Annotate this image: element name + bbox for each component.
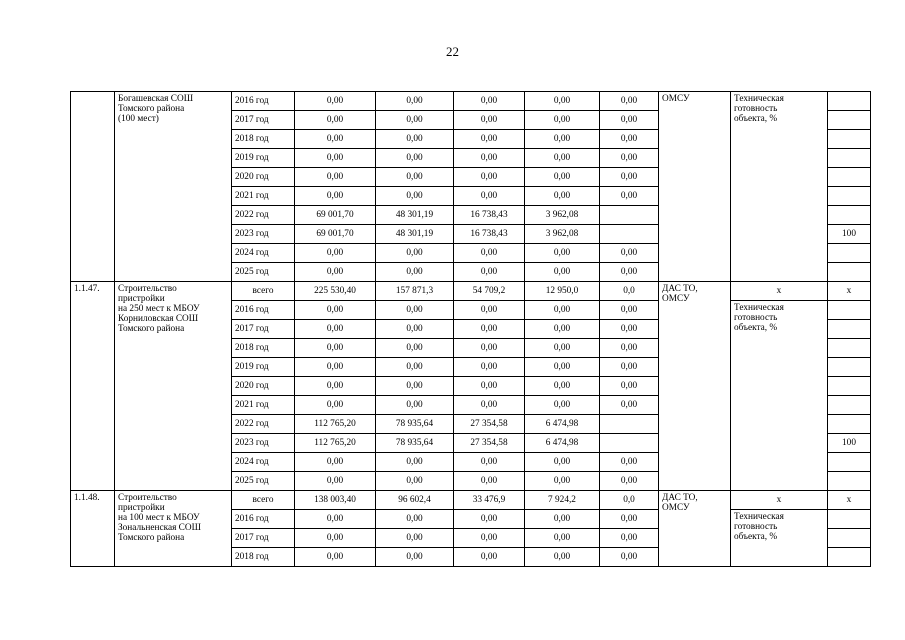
funding-value: 0,00 <box>600 130 659 149</box>
period-label: 2019 год <box>232 149 295 168</box>
funding-value: 0,00 <box>376 548 454 567</box>
funding-value: 0,00 <box>525 168 600 187</box>
funding-value: 6 474,98 <box>525 415 600 434</box>
funding-value: 112 765,20 <box>295 434 376 453</box>
indicator-value <box>828 187 871 206</box>
funding-value: 0,00 <box>376 339 454 358</box>
funding-value: 0,00 <box>600 187 659 206</box>
funding-value: 0,00 <box>376 168 454 187</box>
indicator-name: Техническая готовность объекта, % <box>731 301 828 491</box>
funding-value: 0,00 <box>376 453 454 472</box>
period-label: 2018 год <box>232 339 295 358</box>
object-name: Строительство пристройки на 100 мест к МБОУ Зональненская СОШ Томского района <box>115 491 232 567</box>
funding-value: 0,00 <box>454 92 525 111</box>
funding-value: 0,00 <box>600 149 659 168</box>
period-label: 2025 год <box>232 263 295 282</box>
funding-value: 0,00 <box>295 320 376 339</box>
funding-value: 69 001,70 <box>295 225 376 244</box>
funding-value: 0,00 <box>376 244 454 263</box>
funding-value: 0,00 <box>376 529 454 548</box>
funding-value: 0,00 <box>295 244 376 263</box>
indicator-name: Техническая готовность объекта, % <box>731 510 828 567</box>
funding-value: 0,00 <box>600 168 659 187</box>
funding-value: 0,00 <box>525 187 600 206</box>
period-label: 2024 год <box>232 453 295 472</box>
funding-value: 78 935,64 <box>376 434 454 453</box>
funding-value: 0,00 <box>376 92 454 111</box>
funding-value: 27 354,58 <box>454 415 525 434</box>
funding-value: 0,00 <box>600 453 659 472</box>
funding-value: 27 354,58 <box>454 434 525 453</box>
funding-value: 0,00 <box>295 377 376 396</box>
item-number: 1.1.48. <box>71 491 115 567</box>
period-label: 2025 год <box>232 472 295 491</box>
funding-value: 0,00 <box>600 548 659 567</box>
funding-value: 0,00 <box>295 548 376 567</box>
funding-value: 0,00 <box>376 472 454 491</box>
funding-value: 0,00 <box>454 111 525 130</box>
indicator-value: х <box>828 282 871 301</box>
funding-value: 6 474,98 <box>525 434 600 453</box>
indicator-value <box>828 453 871 472</box>
funding-value: 0,00 <box>295 453 376 472</box>
indicator-value <box>828 130 871 149</box>
funding-value: 0,00 <box>525 263 600 282</box>
funding-value: 33 476,9 <box>454 491 525 510</box>
executor: ОМСУ <box>659 92 731 282</box>
period-label: 2024 год <box>232 244 295 263</box>
funding-value: 0,00 <box>454 358 525 377</box>
funding-value: 0,00 <box>376 377 454 396</box>
indicator-placeholder: х <box>731 282 828 301</box>
funding-value: 0,00 <box>600 92 659 111</box>
funding-value: 0,00 <box>600 339 659 358</box>
funding-value <box>600 206 659 225</box>
funding-value: 0,00 <box>376 510 454 529</box>
funding-value: 0,00 <box>454 187 525 206</box>
funding-value: 0,00 <box>376 187 454 206</box>
funding-value: 0,00 <box>376 396 454 415</box>
funding-value: 0,00 <box>454 339 525 358</box>
period-label: 2016 год <box>232 510 295 529</box>
page-number: 22 <box>446 44 459 59</box>
funding-value: 0,00 <box>295 111 376 130</box>
period-label: 2022 год <box>232 415 295 434</box>
period-label: 2021 год <box>232 187 295 206</box>
funding-value: 0,00 <box>454 396 525 415</box>
period-label: 2016 год <box>232 92 295 111</box>
funding-value: 0,00 <box>454 130 525 149</box>
funding-value: 48 301,19 <box>376 225 454 244</box>
funding-value: 0,00 <box>525 111 600 130</box>
funding-value: 0,00 <box>600 320 659 339</box>
funding-value: 12 950,0 <box>525 282 600 301</box>
indicator-value: 100 <box>828 434 871 453</box>
funding-value: 0,00 <box>600 111 659 130</box>
indicator-value <box>828 529 871 548</box>
funding-value: 0,00 <box>376 358 454 377</box>
funding-value: 0,00 <box>525 396 600 415</box>
funding-value: 0,00 <box>525 472 600 491</box>
funding-value: 0,00 <box>376 130 454 149</box>
funding-value: 0,00 <box>295 130 376 149</box>
funding-value: 0,00 <box>295 149 376 168</box>
funding-value: 48 301,19 <box>376 206 454 225</box>
funding-value: 0,00 <box>454 149 525 168</box>
indicator-name: Техническая готовность объекта, % <box>731 92 828 282</box>
period-label: 2020 год <box>232 168 295 187</box>
period-label: 2017 год <box>232 529 295 548</box>
indicator-value <box>828 339 871 358</box>
funding-value: 0,00 <box>600 358 659 377</box>
funding-value: 0,00 <box>525 244 600 263</box>
period-label: 2018 год <box>232 130 295 149</box>
funding-value: 0,00 <box>600 263 659 282</box>
funding-value: 112 765,20 <box>295 415 376 434</box>
funding-value: 0,00 <box>454 548 525 567</box>
funding-value: 0,00 <box>295 301 376 320</box>
funding-value: 0,00 <box>376 263 454 282</box>
indicator-value <box>828 510 871 529</box>
period-label: всего <box>232 491 295 510</box>
funding-value: 0,00 <box>454 244 525 263</box>
funding-value: 16 738,43 <box>454 225 525 244</box>
item-number: 1.1.47. <box>71 282 115 491</box>
indicator-value: 100 <box>828 225 871 244</box>
funding-value: 0,00 <box>600 301 659 320</box>
funding-value: 0,00 <box>295 263 376 282</box>
funding-value: 0,00 <box>600 396 659 415</box>
funding-value: 0,00 <box>525 510 600 529</box>
funding-value: 16 738,43 <box>454 206 525 225</box>
table-row <box>71 92 871 111</box>
object-name: Богашевская СОШ Томского района (100 мест) <box>115 92 232 282</box>
funding-value: 0,00 <box>525 92 600 111</box>
indicator-value: х <box>828 491 871 510</box>
funding-value: 0,00 <box>525 130 600 149</box>
funding-value: 0,00 <box>525 453 600 472</box>
object-name: Строительство пристройки на 250 мест к МБОУ Корниловская СОШ Томского района <box>115 282 232 491</box>
period-label: 2023 год <box>232 434 295 453</box>
funding-value: 157 871,3 <box>376 282 454 301</box>
period-label: 2019 год <box>232 358 295 377</box>
indicator-value <box>828 111 871 130</box>
funding-value: 0,00 <box>600 377 659 396</box>
funding-value: 0,00 <box>376 320 454 339</box>
period-label: 2018 год <box>232 548 295 567</box>
funding-value: 96 602,4 <box>376 491 454 510</box>
funding-value: 0,00 <box>454 263 525 282</box>
period-label: 2020 год <box>232 377 295 396</box>
funding-value: 0,00 <box>454 301 525 320</box>
funding-value: 0,00 <box>525 149 600 168</box>
funding-value: 0,00 <box>525 548 600 567</box>
table-row <box>71 282 871 301</box>
funding-value: 0,00 <box>600 244 659 263</box>
funding-value: 7 924,2 <box>525 491 600 510</box>
funding-value: 3 962,08 <box>525 206 600 225</box>
funding-value: 0,00 <box>295 92 376 111</box>
funding-value: 0,00 <box>295 187 376 206</box>
indicator-value <box>828 149 871 168</box>
funding-value: 0,00 <box>454 529 525 548</box>
funding-value: 0,00 <box>454 453 525 472</box>
funding-value: 0,00 <box>454 320 525 339</box>
funding-value: 0,00 <box>525 377 600 396</box>
funding-value: 0,00 <box>376 149 454 168</box>
funding-value: 78 935,64 <box>376 415 454 434</box>
funding-value: 0,00 <box>454 168 525 187</box>
period-label: 2022 год <box>232 206 295 225</box>
funding-value: 0,00 <box>525 320 600 339</box>
indicator-value <box>828 301 871 320</box>
funding-value: 138 003,40 <box>295 491 376 510</box>
item-number <box>71 92 115 282</box>
program-table <box>70 91 871 567</box>
funding-value: 0,00 <box>376 301 454 320</box>
funding-value: 69 001,70 <box>295 206 376 225</box>
period-label: 2016 год <box>232 301 295 320</box>
indicator-value <box>828 415 871 434</box>
funding-value: 0,00 <box>295 472 376 491</box>
indicator-value <box>828 358 871 377</box>
funding-value: 54 709,2 <box>454 282 525 301</box>
funding-value: 0,0 <box>600 282 659 301</box>
period-label: 2017 год <box>232 111 295 130</box>
executor: ДАС ТО, ОМСУ <box>659 491 731 567</box>
indicator-placeholder: х <box>731 491 828 510</box>
executor: ДАС ТО, ОМСУ <box>659 282 731 491</box>
funding-value: 0,00 <box>600 529 659 548</box>
funding-value: 0,00 <box>454 377 525 396</box>
period-label: всего <box>232 282 295 301</box>
funding-value: 0,00 <box>525 339 600 358</box>
funding-value: 0,00 <box>295 358 376 377</box>
indicator-value <box>828 548 871 567</box>
indicator-value <box>828 377 871 396</box>
indicator-value <box>828 320 871 339</box>
period-label: 2021 год <box>232 396 295 415</box>
funding-value: 0,00 <box>454 472 525 491</box>
funding-value: 0,00 <box>454 510 525 529</box>
funding-value: 0,00 <box>525 301 600 320</box>
funding-value: 0,00 <box>295 339 376 358</box>
funding-value <box>600 225 659 244</box>
indicator-value <box>828 472 871 491</box>
funding-value: 0,0 <box>600 491 659 510</box>
indicator-value <box>828 244 871 263</box>
funding-value <box>600 415 659 434</box>
funding-value: 0,00 <box>295 168 376 187</box>
indicator-value <box>828 92 871 111</box>
funding-value: 3 962,08 <box>525 225 600 244</box>
funding-value: 0,00 <box>295 396 376 415</box>
funding-value <box>600 434 659 453</box>
funding-value: 0,00 <box>525 529 600 548</box>
indicator-value <box>828 396 871 415</box>
indicator-value <box>828 263 871 282</box>
funding-value: 0,00 <box>295 510 376 529</box>
funding-value: 225 530,40 <box>295 282 376 301</box>
funding-value: 0,00 <box>600 510 659 529</box>
period-label: 2023 год <box>232 225 295 244</box>
indicator-value <box>828 168 871 187</box>
funding-value: 0,00 <box>295 529 376 548</box>
funding-value: 0,00 <box>525 358 600 377</box>
period-label: 2017 год <box>232 320 295 339</box>
indicator-value <box>828 206 871 225</box>
funding-value: 0,00 <box>376 111 454 130</box>
funding-value: 0,00 <box>600 472 659 491</box>
table-row <box>71 491 871 510</box>
